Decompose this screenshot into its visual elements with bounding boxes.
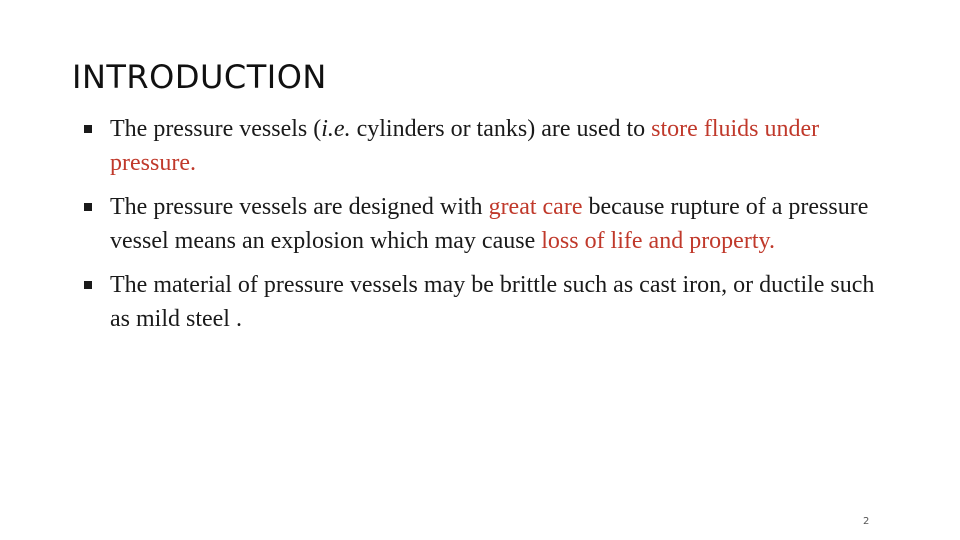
bullet-item [80, 112, 880, 180]
slide-title: INTRODUCTION [72, 58, 327, 96]
bullet-item [80, 268, 880, 336]
bullet-text-italic: i.e. [321, 116, 351, 142]
bullet-text-highlight: store fluids under pressure. [110, 116, 820, 176]
bullet-list [80, 112, 880, 346]
bullet-text-highlight: great care [488, 194, 583, 220]
bullet-item [80, 190, 880, 258]
bullet-text-segment: The pressure vessels are designed with [110, 194, 489, 220]
square-bullet-icon [84, 125, 92, 133]
square-bullet-icon [84, 281, 92, 289]
bullet-text-segment: cylinders or tanks) are used to [350, 116, 652, 142]
bullet-text-segment: The pressure vessels ( [110, 116, 322, 142]
page-number: 2 [863, 516, 870, 527]
bullet-text-segment: The material of pressure vessels may be brittle such as cast iron, or ductile such as mild steel . [110, 272, 875, 332]
square-bullet-icon [84, 203, 92, 211]
bullet-text-segment: because rupture of a pressure vessel means an explosion which may cause [110, 194, 869, 254]
bullet-text-highlight: loss of life and property. [541, 228, 775, 254]
